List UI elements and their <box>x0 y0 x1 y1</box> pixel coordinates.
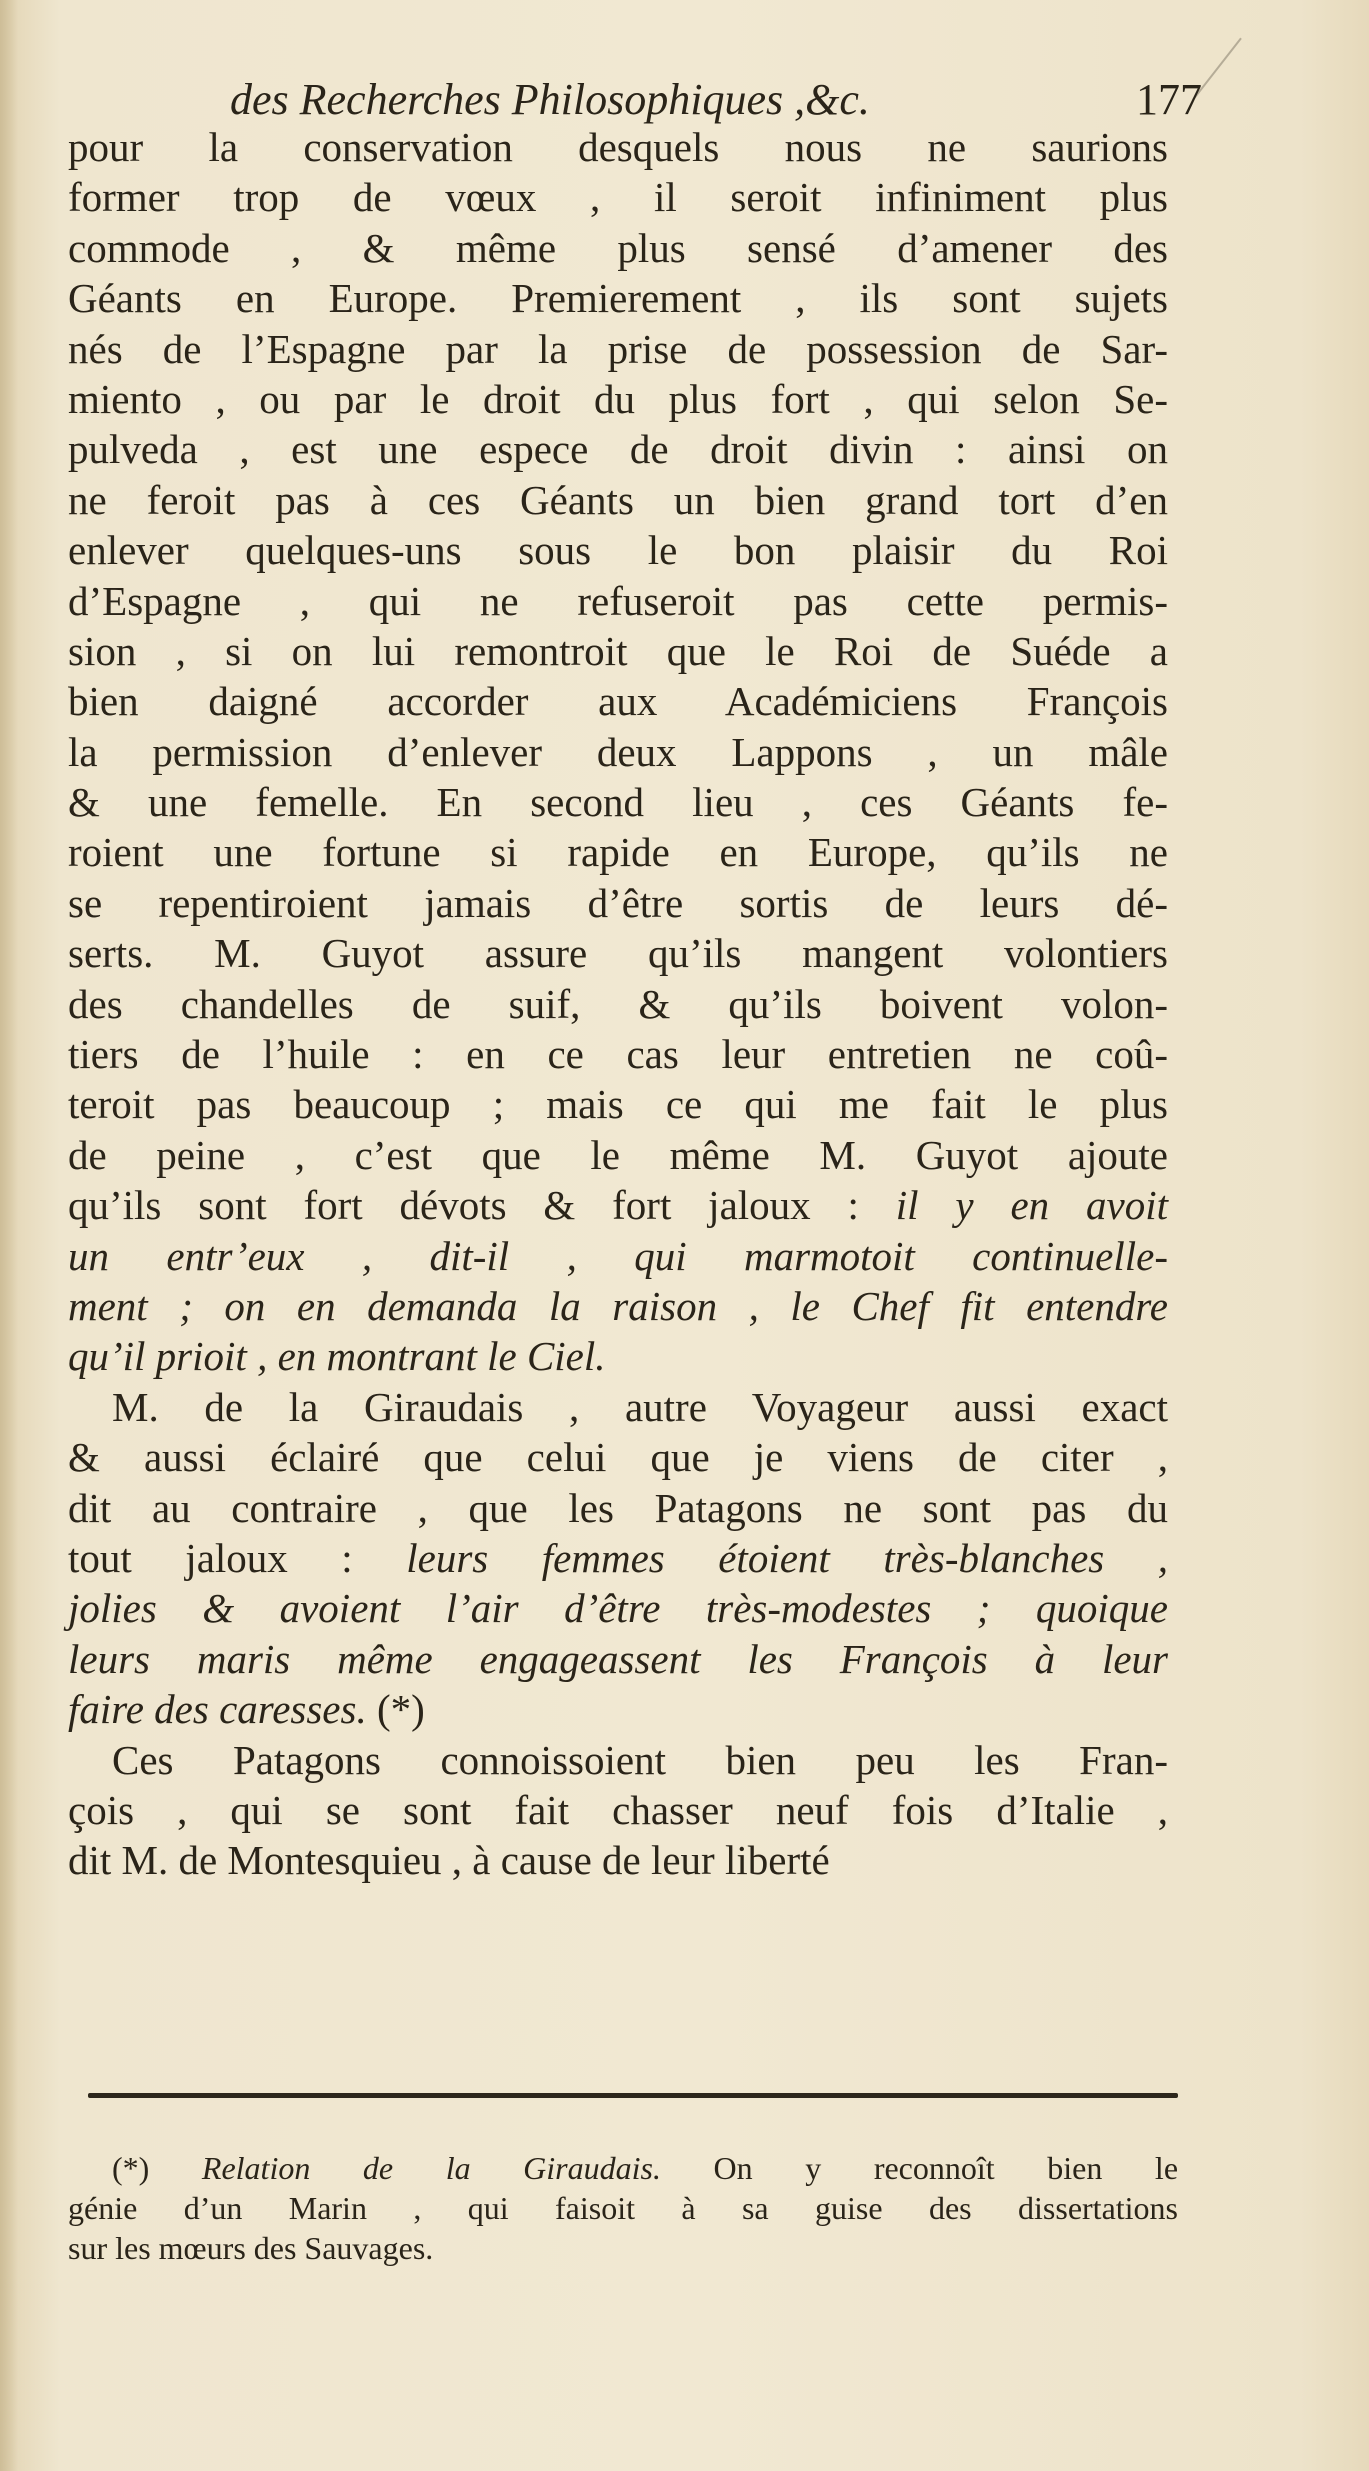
text-line <box>68 1231 1168 1281</box>
body-text <box>68 122 1168 1886</box>
text-run: Ces Patagons connoissoient bien peu les Fran- <box>112 1736 1168 1783</box>
text-line <box>68 1533 1168 1583</box>
text-run: sion , si on lui remontroit que le Roi de Suéde a <box>68 627 1168 674</box>
text-line <box>68 777 1168 827</box>
footnote-rule <box>88 2093 1178 2098</box>
text-line <box>68 1735 1168 1785</box>
text-line <box>68 424 1168 474</box>
text-run: M. de la Giraudais , autre Voyageur aussi exact <box>112 1383 1168 1430</box>
italic-run: un entr’eux , dit-il , qui marmotoit continuelle- <box>68 1232 1168 1279</box>
text-run: qu’ils sont fort dévots & fort jaloux : <box>68 1182 896 1229</box>
footnote-line <box>68 2188 1178 2228</box>
paragraph <box>68 1735 1168 1886</box>
text-line <box>68 1029 1168 1079</box>
text-run: (*) <box>112 2150 202 2186</box>
text-run: Géants en Europe. Premierement , ils sont sujets <box>68 275 1168 322</box>
italic-run: Relation de la Giraudais. <box>201 2150 661 2186</box>
text-run: çois , qui se sont fait chasser neuf fois d’Italie , <box>68 1786 1168 1833</box>
text-line <box>68 1483 1168 1533</box>
page-spine-shadow <box>0 0 18 2471</box>
text-line <box>68 273 1168 323</box>
text-run: commode , & même plus sensé d’amener des <box>68 224 1168 271</box>
paragraph <box>68 122 1168 1382</box>
page-number: 177 <box>1136 75 1202 124</box>
text-line <box>68 1583 1168 1633</box>
text-run: teroit pas beaucoup ; mais ce qui me fait le plus <box>68 1081 1168 1128</box>
text-run: roient une fortune si rapide en Europe, qu’ils ne <box>68 829 1168 876</box>
running-head <box>230 70 1230 130</box>
footnote-line <box>68 2228 1178 2268</box>
text-run: nés de l’Espagne par la prise de possession de Sar- <box>68 325 1168 372</box>
text-line <box>68 626 1168 676</box>
text-run: pour la conservation desquels nous ne saurions <box>68 124 1168 170</box>
text-run: se repentiroient jamais d’être sortis de leurs dé- <box>68 879 1168 926</box>
text-line <box>68 525 1168 575</box>
text-run: former trop de vœux , il seroit infiniment plus <box>68 174 1168 221</box>
text-line <box>68 1785 1168 1835</box>
text-line <box>68 727 1168 777</box>
text-run: des chandelles de suif, & qu’ils boivent volon- <box>68 980 1168 1027</box>
text-line <box>68 1180 1168 1230</box>
text-run: génie d’un Marin , qui faisoit à sa guise des dissertations <box>68 2190 1178 2226</box>
text-line <box>68 223 1168 273</box>
paragraph <box>68 1382 1168 1735</box>
text-line <box>68 1382 1168 1432</box>
italic-run: leurs maris même engageassent les François à leur <box>68 1635 1168 1682</box>
text-line <box>68 122 1168 172</box>
text-run: sur les mœurs des Sauvages. <box>68 2230 434 2266</box>
text-line <box>68 1432 1168 1482</box>
text-run: On y reconnoît bien le <box>660 2150 1179 2186</box>
text-run: dit M. de Montesquieu , à cause de leur liberté <box>68 1837 830 1884</box>
text-line <box>68 1331 1168 1381</box>
text-line <box>68 576 1168 626</box>
text-line <box>68 475 1168 525</box>
text-line <box>68 1079 1168 1129</box>
text-run: d’Espagne , qui ne refuseroit pas cette permis- <box>68 577 1168 624</box>
text-line <box>68 928 1168 978</box>
text-run: pulveda , est une espece de droit divin : ainsi on <box>68 426 1168 473</box>
text-line <box>68 1835 1168 1885</box>
footnote-line <box>68 2148 1178 2188</box>
text-run: enlever quelques-uns sous le bon plaisir du Roi <box>68 527 1168 574</box>
text-run: (*) <box>366 1686 425 1733</box>
text-line <box>68 1281 1168 1331</box>
italic-run: ment ; on en demanda la raison , le Chef fit entendre <box>68 1282 1168 1329</box>
text-run: bien daigné accorder aux Académiciens François <box>68 678 1168 725</box>
text-line <box>68 979 1168 1029</box>
text-line <box>68 676 1168 726</box>
text-line <box>68 827 1168 877</box>
text-run: la permission d’enlever deux Lappons , un mâle <box>68 728 1168 775</box>
text-run: dit au contraire , que les Patagons ne sont pas du <box>68 1484 1168 1531</box>
text-run: serts. M. Guyot assure qu’ils mangent volontiers <box>68 930 1168 977</box>
text-line <box>68 878 1168 928</box>
text-run: de peine , c’est que le même M. Guyot ajoute <box>68 1131 1168 1178</box>
text-line <box>68 374 1168 424</box>
text-line <box>68 172 1168 222</box>
footnote <box>68 2148 1178 2268</box>
italic-run: faire des caresses. <box>68 1686 367 1733</box>
text-run: tiers de l’huile : en ce cas leur entretien ne coû- <box>68 1031 1168 1078</box>
text-line <box>68 324 1168 374</box>
italic-run: il y en avoit <box>895 1182 1168 1229</box>
text-run: tout jaloux : <box>68 1534 407 1581</box>
italic-run: jolies & avoient l’air d’être très-modestes ; quoique <box>68 1585 1168 1632</box>
text-line <box>68 1634 1168 1684</box>
running-title: des Recherches Philosophiques ,&c. <box>230 75 870 124</box>
text-run: miento , ou par le droit du plus fort , qui selon Se- <box>68 375 1168 422</box>
text-line <box>68 1130 1168 1180</box>
text-line <box>68 1684 1168 1734</box>
text-run: & une femelle. En second lieu , ces Géants fe- <box>68 779 1168 826</box>
italic-run: leurs femmes étoient très-blanches , <box>406 1534 1168 1581</box>
text-run: ne feroit pas à ces Géants un bien grand tort d’en <box>68 476 1168 523</box>
italic-run: qu’il prioit , en montrant le Ciel. <box>68 1333 606 1380</box>
text-run: & aussi éclairé que celui que je viens de citer , <box>68 1434 1168 1481</box>
